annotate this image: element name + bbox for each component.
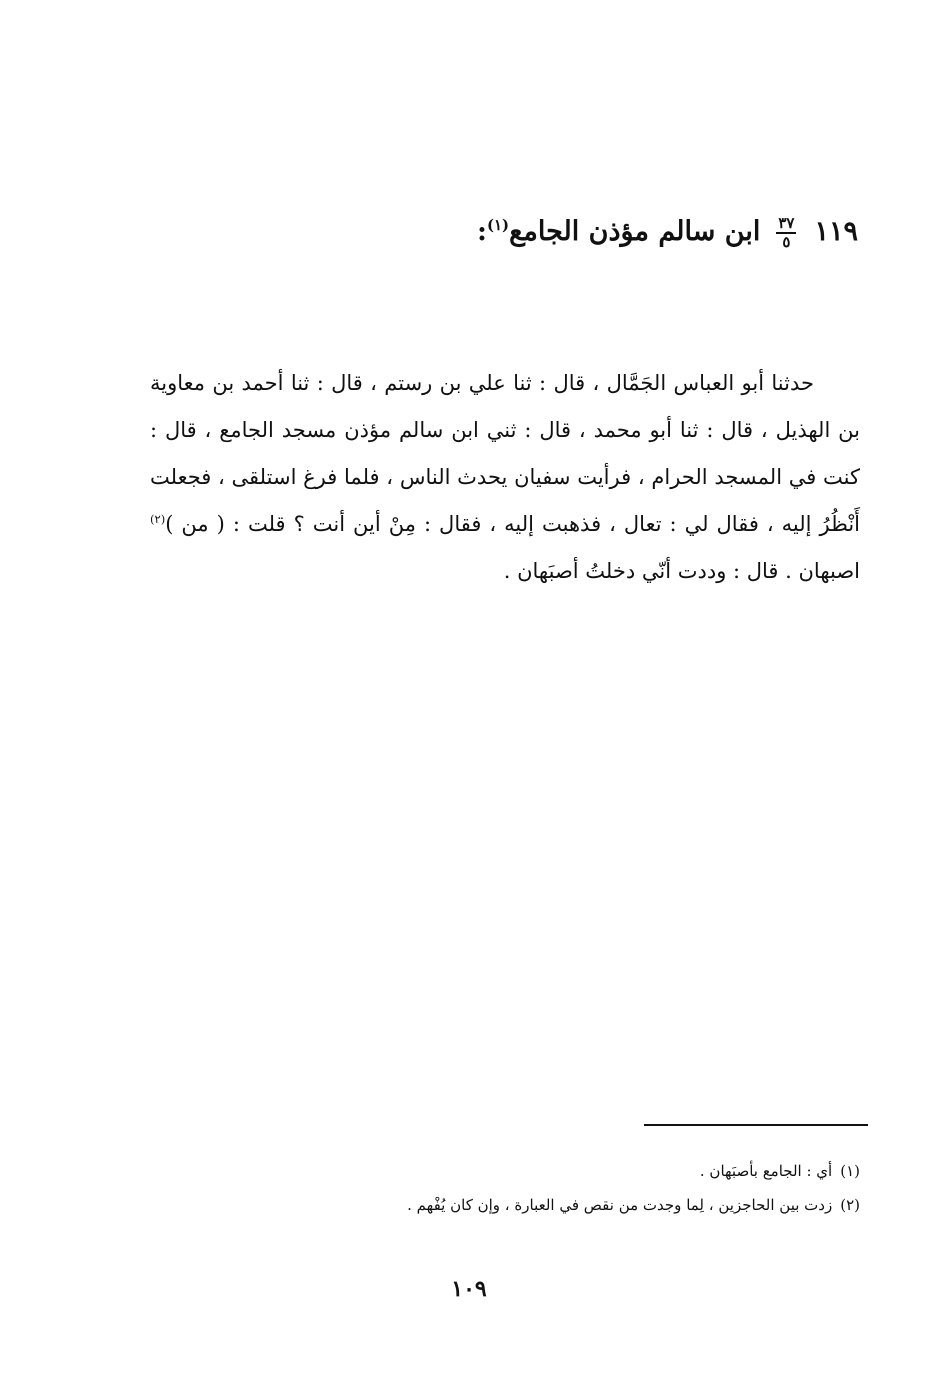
fraction-numerator: ٣٧	[778, 213, 795, 232]
narration-part-2: اصبهان . قال : وددت أنّي دخلتُ أصبَهان .	[503, 559, 860, 583]
footnote-2	[160, 1188, 860, 1222]
entry-title: ابن سالم مؤذن الجامع	[509, 216, 761, 247]
footnotes	[160, 1154, 860, 1222]
footnote-ref-1: (١)	[487, 216, 510, 234]
footnote-marker: (٢)	[840, 1196, 860, 1214]
volume-page-fraction	[776, 213, 796, 251]
footnote-text: أي : الجامع بأصبَهان .	[699, 1162, 833, 1180]
entry-heading	[338, 212, 858, 252]
heading-colon: :	[477, 216, 488, 247]
narration-text	[150, 360, 860, 595]
footnote-separator	[644, 1124, 868, 1126]
footnote-ref-2: (٢)	[150, 512, 166, 526]
narration-part-1: حدثنا أبو العباس الجَمَّال ، قال : ثنا علي بن رستم ، قال : ثنا أحمد بن معاوية بن الهذيل ، قال : ثنا أبو محمد ، قال : ثني ابن سالم مؤذن مسجد الجامع ، قال : كنت في المسجد الحرام ، فرأيت سفيان يحدث الناس ، فلما فرغ استلقى ، فجعلت أَنْظُرُ إليه ، فقال لي : تعال ، فذهبت إليه ، فقال : مِنْ أين أنت ؟ قلت : ( من )	[150, 371, 860, 536]
footnote-1	[160, 1154, 860, 1188]
page-number: ١٠٩	[451, 1276, 487, 1302]
narration-paragraph	[150, 360, 860, 595]
footnote-text: زدت بين الحاجزين ، لِما وجدت من نقص في العبارة ، وإن كان يُفْهم .	[407, 1196, 833, 1214]
fraction-denominator: ٥	[782, 232, 791, 251]
entry-number: ١١٩	[814, 216, 858, 247]
footnote-marker: (١)	[840, 1162, 860, 1180]
